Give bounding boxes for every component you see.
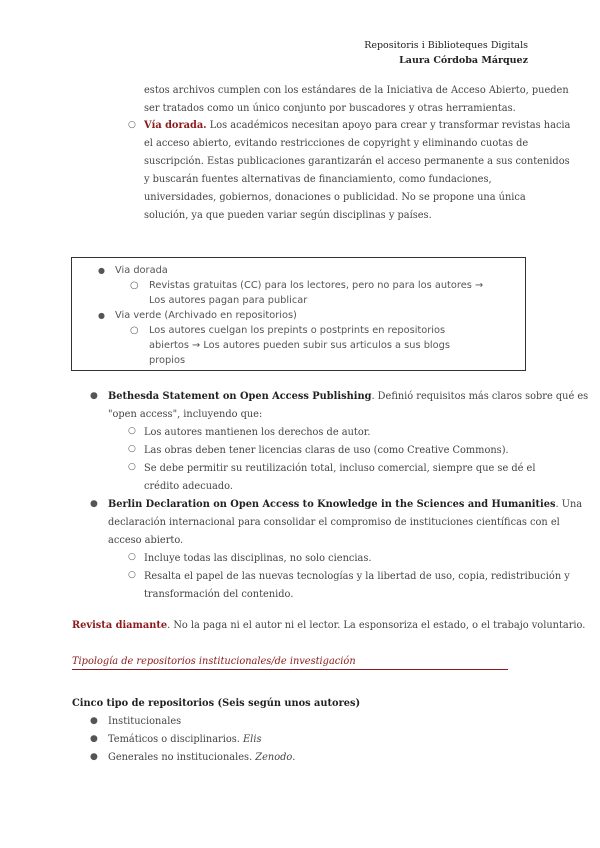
box-subitem: propios bbox=[149, 355, 186, 366]
type-example: Zenodo bbox=[255, 752, 293, 763]
type-item bbox=[108, 749, 295, 767]
bethesda-subitem: Se debe permitir su reutilización total, incluso comercial, siempre que se dé el bbox=[144, 463, 536, 474]
type-item bbox=[108, 731, 261, 749]
via-dorada-line: suscripción. Estas publicaciones garantizarán el acceso permanente a sus contenidos bbox=[144, 156, 570, 167]
box-subitem: abiertos → Los autores pueden subir sus articulos a sus blogs bbox=[149, 340, 450, 351]
type-item-text: Generales no institucionales. bbox=[108, 752, 256, 763]
bethesda-line: "open access", incluyendo que: bbox=[108, 409, 263, 420]
via-dorada-line: el acceso abierto, evitando restricciones de copyright y eliminando cuotas de bbox=[144, 138, 529, 149]
header-author: Laura Córdoba Márquez bbox=[399, 55, 528, 66]
types-heading: Cinco tipo de repositorios (Seis según unos autores) bbox=[72, 698, 361, 709]
hollow-bullet-icon: ○ bbox=[130, 280, 139, 291]
bullet-icon: ● bbox=[90, 734, 98, 744]
via-dorada-line: y buscarán fuentes alternativas de financiamiento, como fundaciones, bbox=[144, 174, 492, 185]
hollow-bullet-icon: ○ bbox=[128, 444, 136, 454]
bethesda-subitem: Las obras deben tener licencias claras de uso (como Creative Commons). bbox=[144, 445, 509, 456]
section-heading: Tipología de repositorios institucionales/de investigación bbox=[72, 655, 508, 670]
box-item: Via verde (Archivado en repositorios) bbox=[115, 310, 297, 321]
bullet-icon: ● bbox=[90, 752, 98, 762]
type-example: Elis bbox=[243, 734, 262, 745]
bethesda-subitem: Los autores mantienen los derechos de autor. bbox=[144, 427, 371, 438]
header-title: Repositoris i Biblioteques Digitals bbox=[364, 40, 528, 51]
summary-box bbox=[71, 257, 526, 371]
hollow-bullet-icon: ○ bbox=[128, 570, 136, 580]
box-item: Via dorada bbox=[115, 265, 168, 276]
hollow-bullet-icon: ○ bbox=[128, 120, 136, 130]
berlin-line: declaración internacional para consolidar el compromiso de instituciones científicas con el bbox=[108, 517, 560, 528]
via-dorada-text: Los académicos necesitan apoyo para crear y transformar revistas hacia bbox=[206, 120, 571, 131]
bethesda-label: Bethesda Statement on Open Access Publishing bbox=[108, 391, 372, 402]
berlin-subitem: transformación del contenido. bbox=[144, 589, 294, 600]
via-dorada-line: solución, ya que pueden variar según disciplinas y países. bbox=[144, 210, 432, 221]
berlin-line bbox=[108, 496, 582, 514]
berlin-text: . Una bbox=[555, 499, 583, 510]
type-item-text: Temáticos o disciplinarios. bbox=[108, 734, 244, 745]
diamante-text: . No la paga ni el autor ni el lector. La esponsoriza el estado, o el trabajo voluntario. bbox=[167, 620, 586, 631]
diamante-paragraph bbox=[72, 617, 585, 635]
bullet-icon: ● bbox=[90, 716, 98, 726]
type-item-period: . bbox=[292, 752, 296, 763]
intro-line: estos archivos cumplen con los estándares de la Iniciativa de Acceso Abierto, pueden bbox=[144, 85, 569, 96]
bethesda-line bbox=[108, 388, 588, 406]
bullet-icon: ● bbox=[90, 499, 98, 509]
box-subitem: Revistas gratuitas (CC) para los lectores, pero no para los autores → bbox=[149, 280, 484, 291]
berlin-subitem: Resalta el papel de las nuevas tecnologías y la libertad de uso, copia, redistribución y bbox=[144, 571, 570, 582]
hollow-bullet-icon: ○ bbox=[128, 552, 136, 562]
box-subitem: Los autores cuelgan los prepints o postprints en repositorios bbox=[149, 325, 446, 336]
berlin-subitem: Incluye todas las disciplinas, no solo ciencias. bbox=[144, 553, 372, 564]
diamante-label: Revista diamante bbox=[72, 620, 168, 631]
hollow-bullet-icon: ○ bbox=[130, 325, 139, 336]
bethesda-text: . Definió requisitos más claros sobre qué es bbox=[371, 391, 589, 402]
hollow-bullet-icon: ○ bbox=[128, 462, 136, 472]
page-header bbox=[364, 38, 528, 68]
via-dorada-label: Vía dorada. bbox=[144, 120, 207, 131]
bullet-icon: ● bbox=[98, 311, 105, 320]
bullet-icon: ● bbox=[90, 391, 98, 401]
box-subitem: Los autores pagan para publicar bbox=[149, 295, 308, 306]
intro-line: ser tratados como un único conjunto por buscadores y otras herramientas. bbox=[144, 103, 516, 114]
via-dorada-line: universidades, gobiernos, donaciones o publicidad. No se propone una única bbox=[144, 192, 526, 203]
hollow-bullet-icon: ○ bbox=[128, 426, 136, 436]
berlin-line: acceso abierto. bbox=[108, 535, 184, 546]
bethesda-subitem: crédito adecuado. bbox=[144, 481, 233, 492]
bullet-icon: ● bbox=[98, 266, 105, 275]
via-dorada-line bbox=[144, 117, 570, 135]
type-item: Institucionales bbox=[108, 716, 182, 727]
berlin-label: Berlin Declaration on Open Access to Knowledge in the Sciences and Humanities bbox=[108, 499, 556, 510]
